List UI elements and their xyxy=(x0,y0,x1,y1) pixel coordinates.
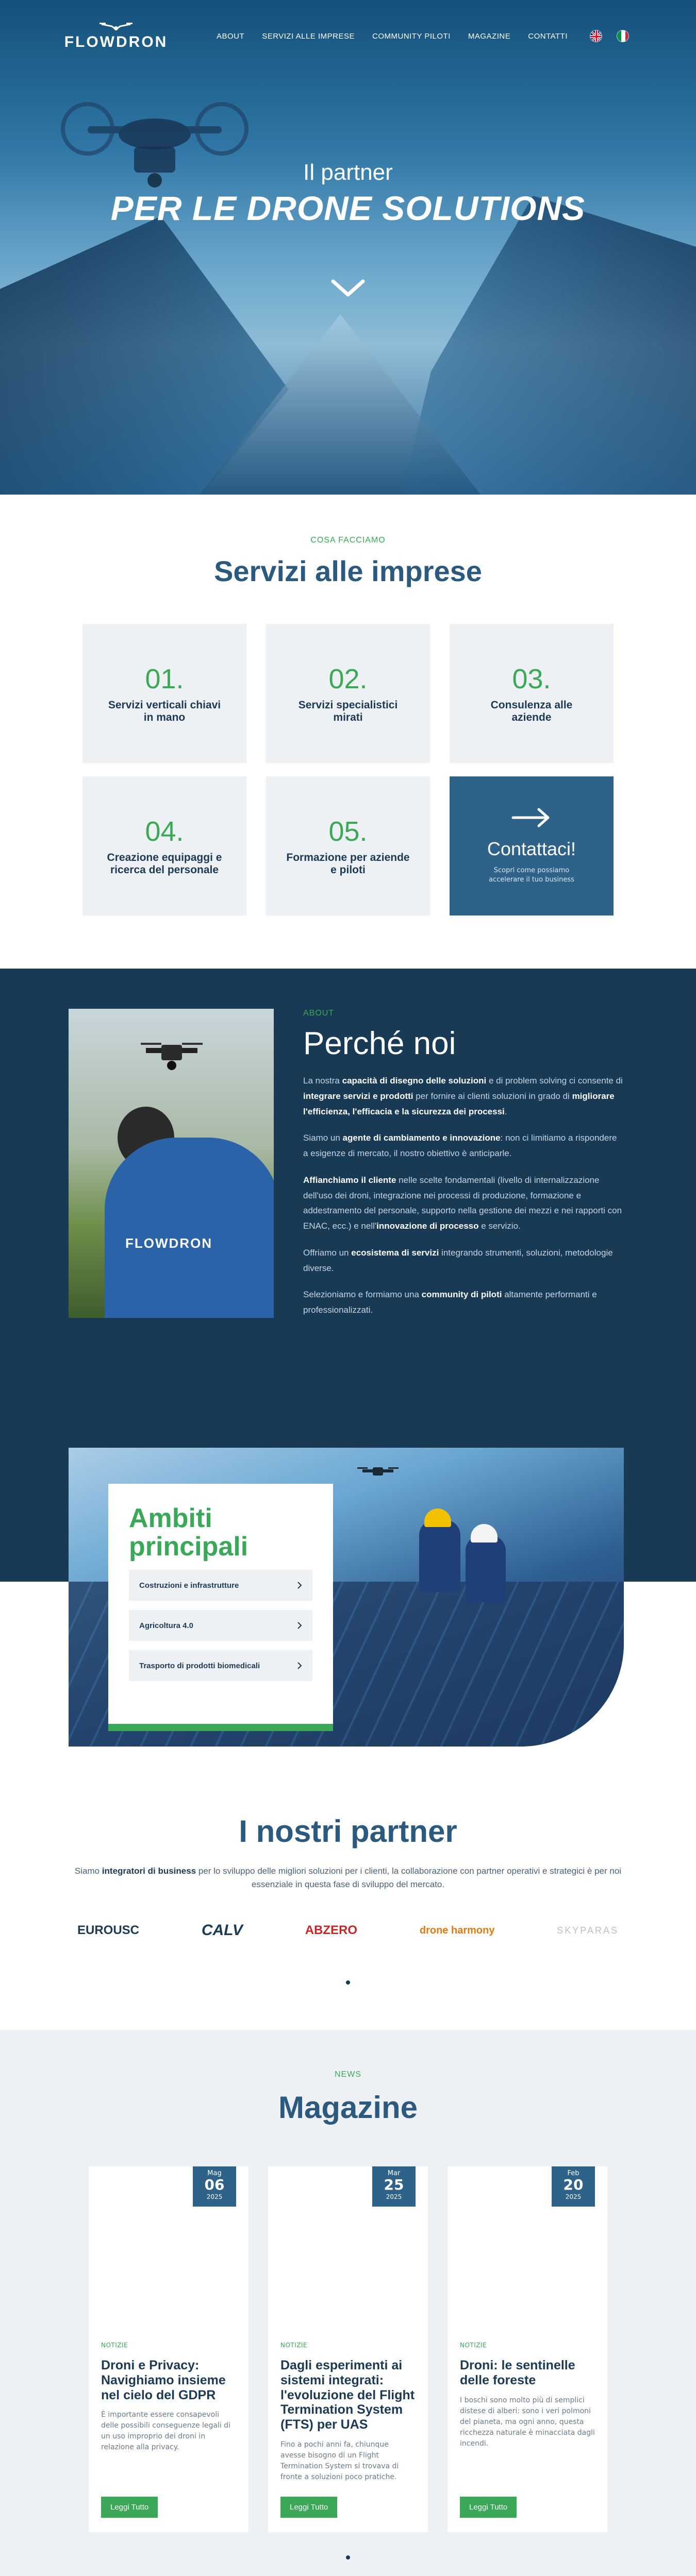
nav-item-community[interactable]: COMMUNITY PILOTI xyxy=(372,31,451,41)
article-title[interactable]: Droni e Privacy: Navighiamo insieme nel cielo del GDPR xyxy=(101,2358,226,2402)
services-grid xyxy=(82,624,614,916)
arrow-right-icon xyxy=(511,807,552,828)
drone-icon xyxy=(125,1029,218,1076)
about-title: Perché noi xyxy=(303,1026,456,1061)
ambiti-item-label: Costruzioni e infrastrutture xyxy=(139,1581,239,1590)
partner-logo-abzero[interactable]: ABZERO xyxy=(305,1923,358,1937)
article-date: Mag 06 2025 xyxy=(193,2166,236,2207)
article-title[interactable]: Droni: le sentinelle delle foreste xyxy=(460,2358,575,2387)
hero-line-1: Il partner xyxy=(303,160,393,185)
about-paragraph: La nostra capacità di disegno delle soluzioni e di problem solving ci consente di integrare servizi e prodotti per fornire ai clienti soluzioni in grado di migliorare l'efficienza, l'efficacia e la sicurezza dei processi. xyxy=(303,1076,623,1116)
chevron-right-icon xyxy=(297,1662,302,1670)
partner-logo-eurousc[interactable]: EUROUSC xyxy=(77,1923,140,1937)
service-card[interactable] xyxy=(266,624,430,763)
logo-drone-icon xyxy=(100,21,132,32)
partner-logo-skyparas[interactable]: SKYPARAS xyxy=(557,1925,619,1936)
service-title: Servizi specialistici mirati xyxy=(298,699,398,723)
carousel-dots xyxy=(0,1980,696,1985)
article-excerpt: I boschi sono molto più di semplici distese di alberi: sono i veri polmoni del pianeta, ma ogni anno, questa ricchezza naturale è minacciata dagli incendi. xyxy=(460,2396,595,2448)
logo-text: FLOWDRON xyxy=(64,33,168,50)
service-card[interactable] xyxy=(266,776,430,916)
article-card[interactable] xyxy=(89,2166,248,2532)
language-switcher xyxy=(590,30,629,42)
about-paragraph: Siamo un agente di cambiamento e innovazione: non ci limitiamo a rispondere a esigenze di mercato, il nostro obiettivo è anticiparle. xyxy=(303,1133,617,1158)
partner-logos xyxy=(77,1922,619,1939)
partners-section xyxy=(0,1747,696,2030)
partner-logo-calv[interactable]: CALV xyxy=(201,1922,243,1939)
article-excerpt: È importante essere consapevoli delle possibili conseguenze legali di un uso improprio dei droni in relazione alla privacy. xyxy=(101,2411,230,2452)
ambiti-item-costruzioni[interactable] xyxy=(129,1570,312,1601)
read-more-button[interactable]: Leggi Tutto xyxy=(280,2497,337,2518)
pilot-photo xyxy=(69,1009,274,1318)
carousel-dot[interactable] xyxy=(346,1980,350,1985)
about-text xyxy=(303,1009,623,1318)
services-eyebrow: COSA FACCIAMO xyxy=(310,536,386,545)
about-paragraph: Offriamo un ecosistema di servizi integrando strumenti, soluzioni, metodologie diverse. xyxy=(303,1247,613,1273)
ambiti-card xyxy=(108,1484,333,1731)
logo[interactable] xyxy=(64,21,168,51)
nav-menu xyxy=(217,32,568,41)
article-category: NOTIZIE xyxy=(460,2342,487,2349)
service-card[interactable] xyxy=(82,776,246,916)
carousel-dot[interactable] xyxy=(346,2555,350,2560)
service-card[interactable] xyxy=(450,624,614,763)
ambiti-item-trasporto[interactable] xyxy=(129,1650,312,1681)
nav-item-contatti[interactable]: CONTATTI xyxy=(528,31,568,41)
service-title: Servizi verticali chiavi in mano xyxy=(108,699,221,723)
service-card[interactable] xyxy=(82,624,246,763)
service-number: 01. xyxy=(145,663,184,694)
hero-line-2: PER LE DRONE SOLUTIONS xyxy=(110,189,586,227)
service-number: 05. xyxy=(328,816,368,847)
article-date: Mar 25 2025 xyxy=(372,2166,416,2207)
ambiti-section xyxy=(0,1448,696,1747)
contact-cta-card[interactable] xyxy=(450,776,614,916)
main-nav xyxy=(0,0,696,72)
cta-subtitle: Scopri come possiamo accelerare il tuo business xyxy=(489,866,574,884)
service-number: 03. xyxy=(512,663,551,694)
drone-icon xyxy=(357,1463,399,1481)
about-section xyxy=(0,969,696,1448)
ambiti-item-label: Trasporto di prodotti biomedicali xyxy=(139,1661,260,1670)
read-more-button[interactable]: Leggi Tutto xyxy=(460,2497,517,2518)
article-category: NOTIZIE xyxy=(280,2342,308,2349)
ambiti-item-agricoltura[interactable] xyxy=(129,1610,312,1641)
service-number: 02. xyxy=(328,663,368,694)
service-title: Creazione equipaggi e ricerca del personale xyxy=(107,851,222,876)
chevron-down-icon[interactable] xyxy=(330,278,366,299)
article-date: Feb 20 2025 xyxy=(552,2166,595,2207)
nav-item-about[interactable]: ABOUT xyxy=(217,31,245,41)
carousel-dots xyxy=(0,2555,696,2560)
article-excerpt: Fino a pochi anni fa, chiunque avesse bisogno di un Flight Termination System si trovava di fronte a soluzioni poco pratiche. xyxy=(280,2440,399,2481)
services-title: Servizi alle imprese xyxy=(214,555,482,587)
flag-it-icon[interactable] xyxy=(617,30,629,42)
ambiti-item-label: Agricoltura 4.0 xyxy=(139,1621,194,1630)
nav-item-magazine[interactable]: MAGAZINE xyxy=(468,31,511,41)
nav-item-servizi[interactable]: SERVIZI ALLE IMPRESE xyxy=(262,31,355,41)
partners-lead: Siamo integratori di business per lo sviluppo delle migliori soluzioni per i clienti, la collaborazione con partner operativi e strategici è per noi essenziale in questa fase di sviluppo del mercato. xyxy=(74,1866,622,1889)
service-title: Consulenza alle aziende xyxy=(490,699,573,723)
jacket-logo: FLOWDRON xyxy=(125,1235,213,1251)
article-list xyxy=(0,2166,696,2532)
article-category: NOTIZIE xyxy=(101,2342,128,2349)
ambiti-title: Ambiti principali xyxy=(129,1503,248,1562)
chevron-right-icon xyxy=(297,1621,302,1630)
about-paragraph: Affianchiamo il cliente nelle scelte fondamentali (livello di internalizzazione dell'uso dei droni, integrazione nei processi di produzione, formazione e addestramento del personale, supporto nella gestione dei mezzi e nei rapporti con ENAC, ecc.) e nell'innovazione di processo e servizio. xyxy=(303,1175,622,1231)
partner-logo-drone-harmony[interactable]: drone harmony xyxy=(419,1924,495,1936)
article-title[interactable]: Dagli esperimenti ai sistemi integrati: l'evoluzione del Flight Termination System (FTS) per UAS xyxy=(280,2358,415,2432)
service-number: 04. xyxy=(145,816,184,847)
read-more-button[interactable]: Leggi Tutto xyxy=(101,2497,158,2518)
article-card[interactable] xyxy=(268,2166,428,2532)
magazine-section xyxy=(0,2030,696,2576)
service-title: Formazione per aziende e piloti xyxy=(286,851,410,876)
about-paragraph: Selezioniamo e formiamo una community di piloti altamente performanti e professionalizzati. xyxy=(303,1290,597,1315)
hero-section xyxy=(0,0,696,495)
magazine-title: Magazine xyxy=(278,2090,418,2125)
hero-heading xyxy=(0,160,696,228)
about-eyebrow: ABOUT xyxy=(303,1009,335,1018)
services-section xyxy=(0,495,696,969)
partners-title: I nostri partner xyxy=(239,1814,457,1849)
cta-title: Contattaci! xyxy=(487,838,576,859)
chevron-right-icon xyxy=(297,1581,302,1589)
flag-en-icon[interactable] xyxy=(590,30,602,42)
article-card[interactable] xyxy=(448,2166,607,2532)
magazine-eyebrow: NEWS xyxy=(335,2070,361,2079)
